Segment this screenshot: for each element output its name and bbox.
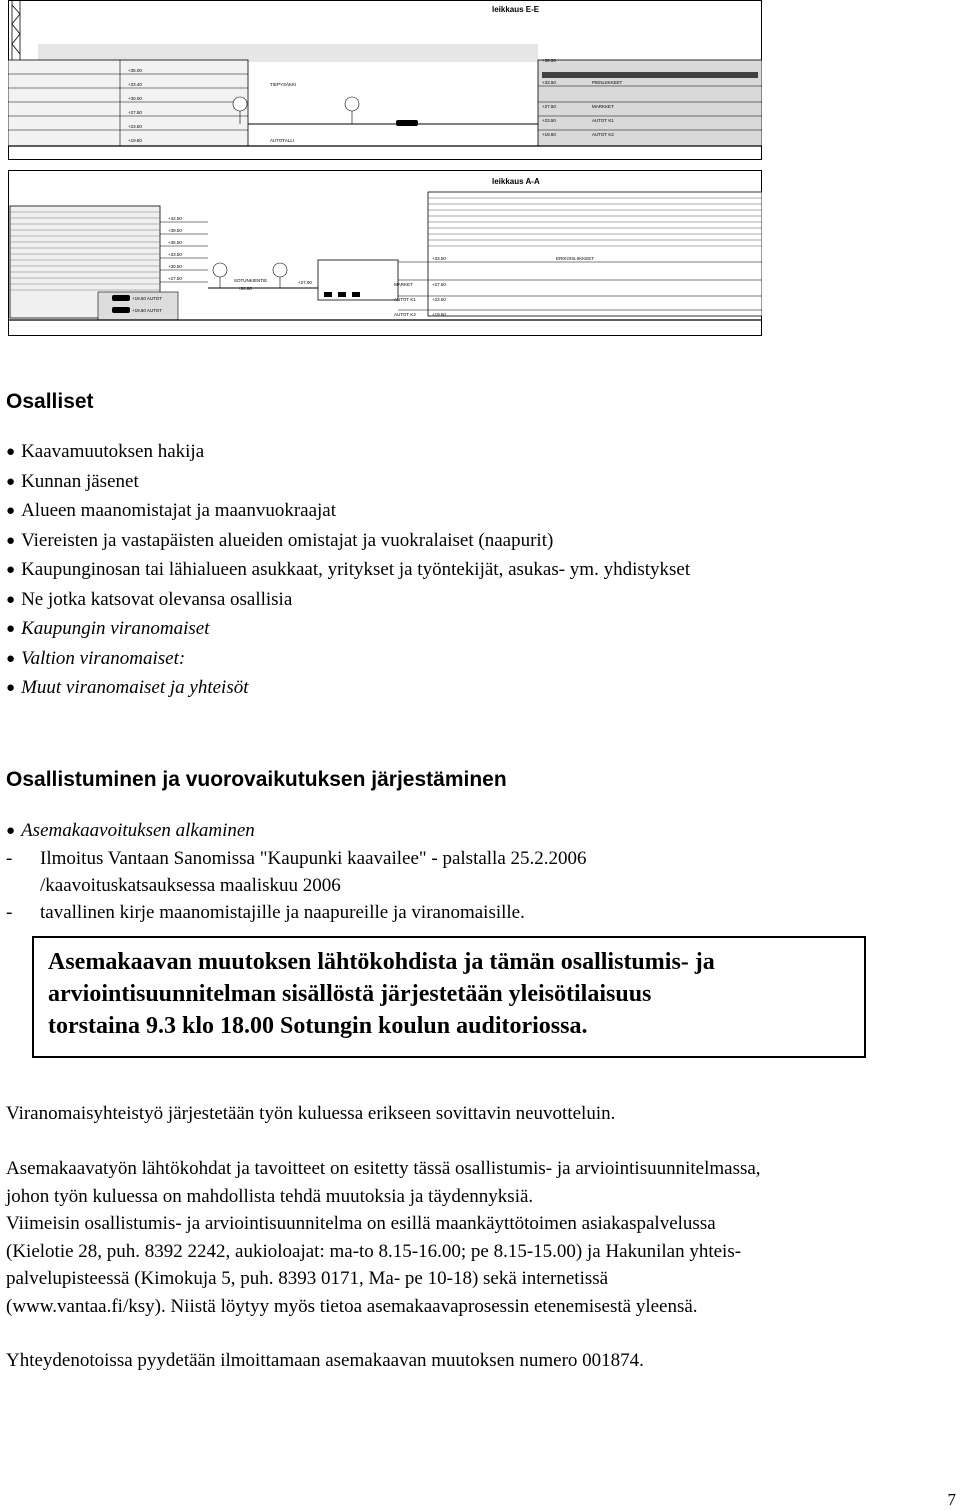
drawing-title: leikkaus A-A: [492, 177, 540, 186]
page-number: 7: [947, 1490, 956, 1509]
list-item: ● Ne jotka katsovat olevansa osallisia: [6, 588, 293, 610]
bullet-icon: ●: [6, 444, 16, 460]
svg-text:+19.50 AUTOT: +19.50 AUTOT: [132, 308, 163, 313]
bullet-icon: ●: [6, 680, 16, 696]
bullet-icon: ●: [6, 591, 16, 608]
stakeholder-list: [6, 438, 690, 704]
svg-text:+19.50: +19.50: [542, 132, 556, 137]
dash-item-ilmoitus: - Ilmoitus Vantaan Sanomissa "Kaupunki kaavailee" - palstalla 25.2.2006: [6, 848, 587, 869]
svg-text:AUTOT K2: AUTOT K2: [592, 132, 614, 137]
svg-text:+27.50: +27.50: [432, 282, 446, 287]
svg-text:+23.50: +23.50: [432, 297, 446, 302]
svg-text:+19.50: +19.50: [432, 312, 446, 317]
svg-text:+19.50 AUTOT: +19.50 AUTOT: [132, 296, 163, 301]
bullet-asemakaavoitus: ● Asemakaavoituksen alkaminen: [6, 820, 255, 841]
svg-text:+33.50: +33.50: [432, 256, 446, 261]
svg-text:+23.50: +23.50: [128, 124, 142, 129]
svg-text:+30.00: +30.00: [128, 96, 142, 101]
paragraph-lahtokohdat: Asemakaavatyön lähtökohdat ja tavoitteet on esitetty tässä osallistumis- ja arviointisuunnitelmassa, johon työn kuluessa on mahdollista tehdä muutoksia ja täydennyksiä. Viimeisin osallistumis- ja arviointisuunnitelma on esillä maankäyttötoimen asiakaspalvelussa (Kielotie 28, puh. 8392 2242, aukioloajat: ma-to 8.15-16.00; pe 8.15-15.00) ja Hakunilan yhteis- palvelupisteessä (Kimokuja 5, puh. 8393 0171, Ma- pe 10-18) sekä internetissä (www.vantaa.fi/ksy). Niistä löytyy myös tietoa asemakaavaprosessin etenemisestä yleensä.: [6, 1158, 761, 1317]
bullet-icon: ●: [6, 532, 16, 549]
notice-line: Asemakaavan muutoksen lähtökohdista ja tämän osallistumis- ja: [48, 949, 715, 975]
svg-text:AUTOT K1: AUTOT K1: [592, 118, 614, 123]
svg-text:+30.50: +30.50: [168, 264, 182, 269]
bullet-icon: ●: [6, 473, 16, 490]
section-drawing-a-a: [8, 170, 762, 336]
svg-text:+42.50: +42.50: [168, 216, 182, 221]
section-drawing-e-e: [8, 0, 762, 160]
list-item: ● Kaavamuutoksen hakija: [6, 441, 205, 462]
svg-text:+24.80: +24.80: [238, 286, 252, 291]
drawing-title: leikkaus E-E: [492, 5, 540, 14]
section-heading-osalliset: Osalliset: [6, 390, 94, 413]
bullet-icon: ●: [6, 562, 16, 578]
bullet-icon: ●: [6, 650, 16, 667]
svg-text:MARKKET: MARKKET: [592, 104, 614, 109]
bullet-icon: ●: [6, 621, 16, 637]
bullet-icon: ●: [6, 823, 16, 839]
svg-text:+36.50: +36.50: [168, 240, 182, 245]
list-item: ● Valtion viranomaiset:: [6, 647, 186, 669]
svg-text:PIENLIIKKEET: PIENLIIKKEET: [592, 80, 623, 85]
notice-line: arviointisuunnitelman sisällöstä järjestetään yleisötilaisuus: [48, 981, 652, 1007]
svg-text:+39.50: +39.50: [168, 228, 182, 233]
svg-text:+27.50: +27.50: [168, 276, 182, 281]
list-item: ● Kaupunginosan tai lähialueen asukkaat, yritykset ja työntekijät, asukas- ym. yhdistykset: [6, 559, 691, 580]
svg-text:+27.50: +27.50: [128, 110, 142, 115]
list-item: ● Muut viranomaiset ja yhteisöt: [6, 677, 249, 698]
paragraph-viranomaisyhteistyo: Viranomaisyhteistyö järjestetään työn kuluessa erikseen sovittavin neuvotteluin.: [6, 1103, 616, 1124]
svg-text:MARKET: MARKET: [394, 282, 413, 287]
svg-text:+33.40: +33.40: [128, 82, 142, 87]
dash-item-kirje: - tavallinen kirje maanomistajille ja naapureille ja viranomaisille.: [6, 902, 525, 923]
svg-text:AUTOTALLI: AUTOTALLI: [270, 138, 295, 143]
dash-item-ilmoitus-continued: /kaavoituskatsauksessa maaliskuu 2006: [40, 875, 341, 896]
list-item: ● Viereisten ja vastapäisten alueiden omistajat ja vuokralaiset (naapurit): [6, 529, 554, 551]
svg-text:+35.00: +35.00: [128, 68, 142, 73]
event-notice-box: [32, 936, 866, 1058]
list-item: ● Alueen maanomistajat ja maanvuokraajat: [6, 500, 337, 521]
svg-text:ERIKOISLIIKKEET: ERIKOISLIIKKEET: [556, 256, 595, 261]
section-heading-osallistuminen: Osallistuminen ja vuorovaikutuksen järjestäminen: [6, 768, 507, 791]
paragraph-yhteydenotot: Yhteydenotoissa pyydetään ilmoittamaan asemakaavan muutoksen numero 001874.: [6, 1350, 644, 1371]
svg-text:+27.00: +27.00: [298, 280, 312, 285]
svg-text:+27.50: +27.50: [542, 104, 556, 109]
notice-line: torstaina 9.3 klo 18.00 Sotungin koulun auditoriossa.: [48, 1013, 588, 1039]
svg-text:+33.50: +33.50: [168, 252, 182, 257]
bullet-icon: ●: [6, 503, 16, 519]
svg-text:AUTOT K2: AUTOT K2: [394, 312, 416, 317]
list-item: ● Kaupungin viranomaiset: [6, 618, 210, 639]
svg-text:+33.50: +33.50: [542, 80, 556, 85]
svg-text:SOTUNKIENTIE: SOTUNKIENTIE: [234, 278, 268, 283]
svg-text:+19.80: +19.80: [128, 138, 142, 143]
svg-text:+23.50: +23.50: [542, 118, 556, 123]
svg-text:TIEPYSÄKKI: TIEPYSÄKKI: [270, 82, 297, 87]
svg-text:AUTOT K1: AUTOT K1: [394, 297, 416, 302]
list-item: ● Kunnan jäsenet: [6, 470, 139, 492]
svg-text:+39.50: +39.50: [542, 58, 556, 63]
